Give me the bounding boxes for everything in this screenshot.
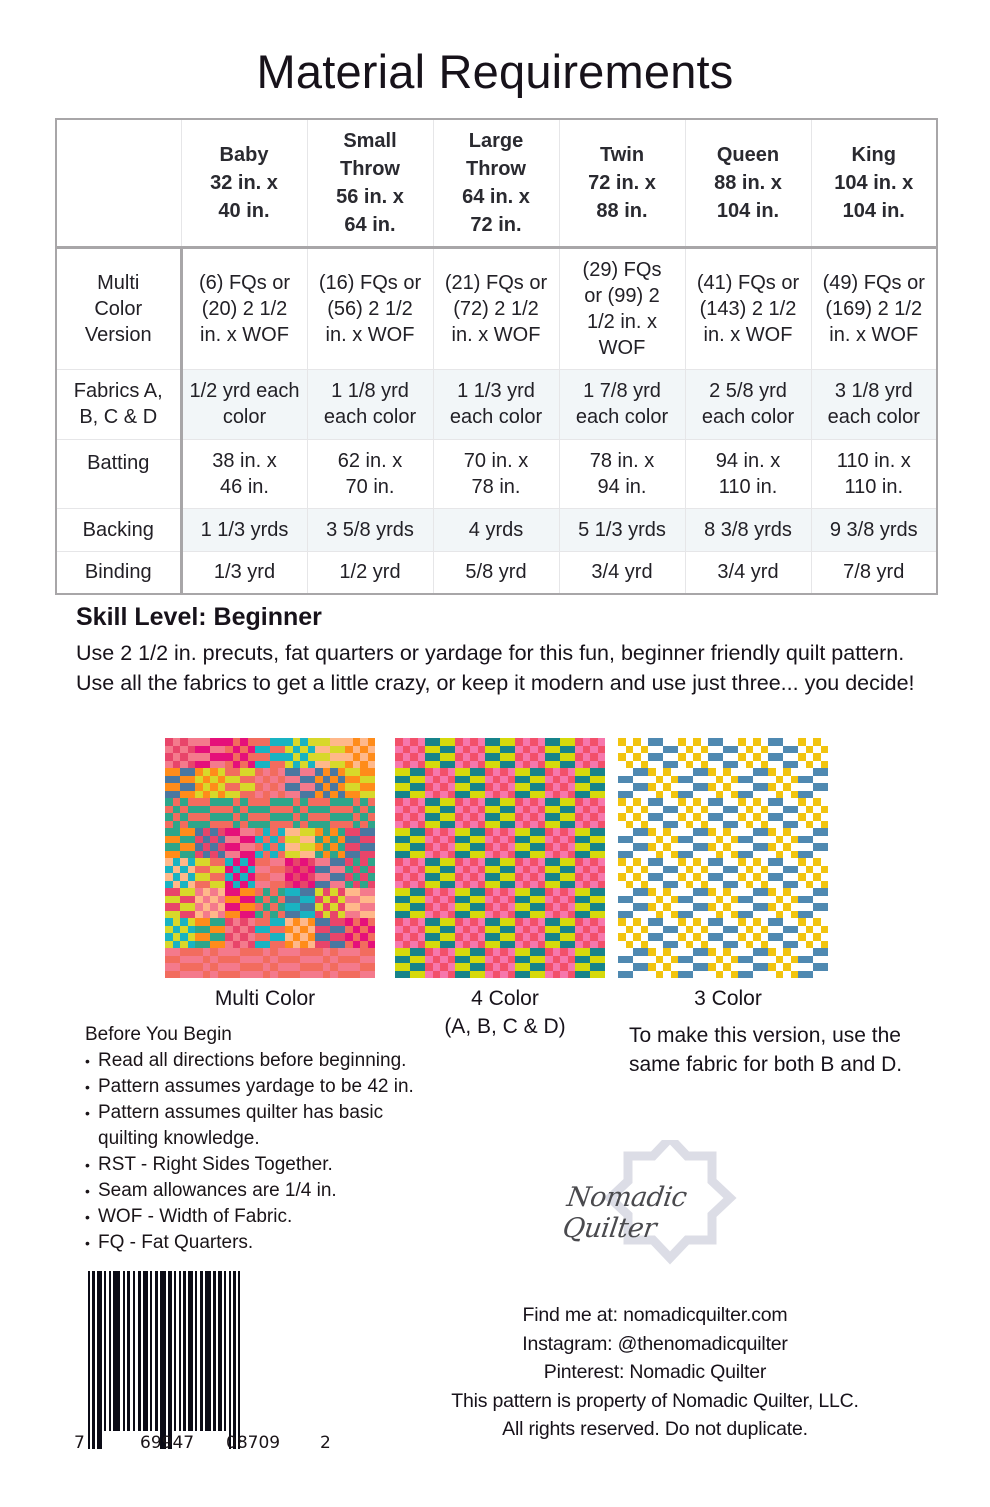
checker-block [425, 888, 455, 918]
checker-block [678, 858, 708, 888]
rail-block [678, 768, 708, 798]
checker-block [678, 738, 708, 768]
table-row-multi-color [56, 247, 937, 369]
skill-description: Use 2 1/2 in. precuts, fat quarters or yardage for this fun, beginner friendly quilt pattern. Use all the fabrics to get a little crazy, or keep it modern and use just three... you decide! [76, 641, 915, 695]
checker-block [455, 918, 485, 948]
table-cell: 8 3/8 yrds [685, 508, 811, 551]
checker-block [425, 828, 455, 858]
rail-block [575, 948, 605, 978]
checker-block [255, 948, 285, 978]
rail-block [255, 918, 285, 948]
rail-block [315, 738, 345, 768]
table-cell: (41) FQs or (143) 2 1/2 in. x WOF [685, 247, 811, 369]
checker-block [395, 918, 425, 948]
rail-block [618, 768, 648, 798]
checker-block [315, 888, 345, 918]
row-label: Batting [56, 439, 181, 508]
checker-block [285, 858, 315, 888]
checker-block [798, 858, 828, 888]
three-color-caption: 3 Color [694, 987, 762, 1010]
table-cell: 7/8 yrd [811, 551, 937, 594]
checker-block [768, 768, 798, 798]
rail-block [255, 858, 285, 888]
checker-block [575, 918, 605, 948]
rail-block [798, 768, 828, 798]
checker-block [255, 888, 285, 918]
checker-block [678, 918, 708, 948]
rail-block [345, 948, 375, 978]
rail-block [708, 738, 738, 768]
rail-block [315, 858, 345, 888]
rail-block [738, 828, 768, 858]
table-row-binding [56, 551, 937, 594]
checker-block [648, 948, 678, 978]
table-cell: 1/2 yrd each color [181, 369, 307, 439]
rail-block [485, 918, 515, 948]
checker-block [618, 738, 648, 768]
checker-block [485, 828, 515, 858]
pinterest-line: Pinterest: Nomadic Quilter [543, 1361, 767, 1383]
rail-block [648, 798, 678, 828]
before-you-begin-title: Before You Begin [85, 1024, 232, 1045]
rail-block [345, 888, 375, 918]
checker-block [738, 858, 768, 888]
checker-block [455, 798, 485, 828]
barcode-digit: 08709 [226, 1433, 281, 1453]
col-header-twin: Twin 72 in. x 88 in. [559, 119, 685, 247]
list-item: • FQ - Fat Quarters. [85, 1230, 545, 1256]
checker-block [195, 768, 225, 798]
rail-block [708, 918, 738, 948]
col-header-small-throw: Small Throw 56 in. x 64 in. [307, 119, 433, 247]
before-you-begin-list [85, 1048, 545, 1256]
barcode-digit: 2 [320, 1433, 331, 1453]
rail-block [195, 918, 225, 948]
row-label: Multi Color Version [56, 247, 181, 369]
rail-block [425, 918, 455, 948]
checker-block [225, 738, 255, 768]
table-cell: 94 in. x 110 in. [685, 439, 811, 508]
table-row-backing [56, 508, 937, 551]
skill-level-heading: Skill Level: Beginner [76, 603, 322, 631]
table-cell: 3/4 yrd [685, 551, 811, 594]
rail-block [165, 768, 195, 798]
table-cell: (6) FQs or (20) 2 1/2 in. x WOF [181, 247, 307, 369]
table-cell: (16) FQs or (56) 2 1/2 in. x WOF [307, 247, 433, 369]
rail-block [545, 918, 575, 948]
rail-block [575, 768, 605, 798]
checker-block [225, 918, 255, 948]
copyright-line: This pattern is property of Nomadic Quilter, LLC. [451, 1389, 859, 1412]
checker-block [515, 918, 545, 948]
rail-block [255, 798, 285, 828]
checker-block [708, 888, 738, 918]
checker-block [485, 768, 515, 798]
rail-block [195, 858, 225, 888]
rail-block [648, 858, 678, 888]
table-cell: 62 in. x 70 in. [307, 439, 433, 508]
checker-block [515, 798, 545, 828]
barcode-bar [238, 1271, 240, 1449]
rail-block [455, 768, 485, 798]
table-cell: 110 in. x 110 in. [811, 439, 937, 508]
table-cell: 70 in. x 78 in. [433, 439, 559, 508]
rail-block [315, 798, 345, 828]
checker-block [345, 918, 375, 948]
table-cell: 1/2 yrd [307, 551, 433, 594]
table-cell: 2 5/8 yrd each color [685, 369, 811, 439]
table-cell: 5 1/3 yrds [559, 508, 685, 551]
rail-block [768, 738, 798, 768]
rail-block [515, 768, 545, 798]
rights-line: All rights reserved. Do not duplicate. [502, 1418, 808, 1440]
checker-block [738, 738, 768, 768]
barcode-bar [113, 1271, 120, 1431]
col-header-baby: Baby 32 in. x 40 in. [181, 119, 307, 247]
rail-block [738, 948, 768, 978]
rail-block [225, 828, 255, 858]
checker-block [195, 888, 225, 918]
checker-block [648, 828, 678, 858]
table-row-batting [56, 439, 937, 508]
rail-block [225, 768, 255, 798]
table-cell: 1 1/3 yrds [181, 508, 307, 551]
checker-block [618, 798, 648, 828]
table-cell: 3/4 yrd [559, 551, 685, 594]
corner-cell [56, 119, 181, 247]
table-cell: 9 3/8 yrds [811, 508, 937, 551]
checker-block [575, 858, 605, 888]
rail-block [678, 828, 708, 858]
instagram-line: Instagram: @thenomadicquilter [522, 1332, 788, 1355]
rail-block [485, 738, 515, 768]
four-color-caption: 4 Color (A, B, C & D) [444, 987, 566, 1038]
rail-block [395, 948, 425, 978]
table-cell: 1 1/8 yrd each color [307, 369, 433, 439]
three-color-note: To make this version, use the same fabric for both B and D. [629, 1024, 903, 1076]
checker-block [738, 798, 768, 828]
checker-block [575, 798, 605, 828]
rail-block [225, 948, 255, 978]
checker-block [315, 768, 345, 798]
rail-block [285, 828, 315, 858]
rail-block [255, 738, 285, 768]
rail-block [395, 828, 425, 858]
rail-block [545, 798, 575, 828]
checker-block [455, 738, 485, 768]
rail-block [648, 738, 678, 768]
rail-block [738, 888, 768, 918]
checker-block [225, 798, 255, 828]
checker-block [575, 738, 605, 768]
material-requirements-table [55, 118, 938, 595]
checker-block [515, 738, 545, 768]
rail-block [485, 858, 515, 888]
checker-block [285, 738, 315, 768]
checker-block [798, 918, 828, 948]
col-header-king: King 104 in. x 104 in. [811, 119, 937, 247]
row-label: Backing [56, 508, 181, 551]
multi-color-caption: Multi Color [214, 987, 316, 1010]
checker-block [165, 738, 195, 768]
rail-block [798, 948, 828, 978]
checker-block [285, 918, 315, 948]
checker-block [255, 768, 285, 798]
rail-block [515, 948, 545, 978]
rail-block [708, 858, 738, 888]
checker-block [225, 858, 255, 888]
rail-block [195, 798, 225, 828]
rail-block [768, 918, 798, 948]
rail-block [545, 738, 575, 768]
rail-block [575, 828, 605, 858]
checker-block [345, 858, 375, 888]
barcode-bars [88, 1271, 313, 1449]
checker-block [315, 948, 345, 978]
three-color-quilt-image [618, 738, 828, 978]
table-header-row [56, 119, 937, 247]
checker-block [285, 798, 315, 828]
checker-block [255, 828, 285, 858]
checker-block [455, 858, 485, 888]
barcode-digit: 7 [74, 1433, 85, 1453]
checker-block [425, 768, 455, 798]
rail-block [515, 828, 545, 858]
checker-block [165, 858, 195, 888]
rail-block [485, 798, 515, 828]
rail-block [575, 888, 605, 918]
list-item: • Seam allowances are 1/4 in. [85, 1178, 545, 1204]
rail-block [285, 888, 315, 918]
rail-block [515, 888, 545, 918]
checker-block [485, 888, 515, 918]
rail-block [195, 738, 225, 768]
list-item: • Pattern assumes yardage to be 42 in. [85, 1074, 545, 1100]
list-item: • Read all directions before beginning. [85, 1048, 545, 1074]
table-cell: 78 in. x 94 in. [559, 439, 685, 508]
checker-block [195, 948, 225, 978]
checker-block [648, 888, 678, 918]
checker-block [425, 948, 455, 978]
checker-block [768, 828, 798, 858]
rail-block [738, 768, 768, 798]
rail-block [285, 768, 315, 798]
rail-block [425, 858, 455, 888]
checker-block [738, 918, 768, 948]
checker-block [768, 948, 798, 978]
table-cell: (29) FQs or (99) 2 1/2 in. x WOF [559, 247, 685, 369]
col-header-queen: Queen 88 in. x 104 in. [685, 119, 811, 247]
rail-block [425, 738, 455, 768]
upc-barcode [74, 1271, 331, 1456]
row-label: Fabrics A, B, C & D [56, 369, 181, 439]
rail-block [678, 948, 708, 978]
rail-block [455, 828, 485, 858]
checker-block [678, 798, 708, 828]
rail-block [798, 828, 828, 858]
table-cell: 1 7/8 yrd each color [559, 369, 685, 439]
rail-block [618, 948, 648, 978]
table-cell: 3 5/8 yrds [307, 508, 433, 551]
rail-block [455, 888, 485, 918]
checker-block [395, 798, 425, 828]
checker-block [395, 858, 425, 888]
checker-block [345, 798, 375, 828]
checker-block [195, 828, 225, 858]
rail-block [798, 888, 828, 918]
checker-block [395, 738, 425, 768]
page-title: Material Requirements [256, 45, 734, 98]
rail-block [345, 768, 375, 798]
row-label: Binding [56, 551, 181, 594]
checker-block [545, 768, 575, 798]
list-item: • RST - Right Sides Together. [85, 1152, 545, 1178]
contact-info [420, 1301, 890, 1444]
rail-block [165, 888, 195, 918]
before-you-begin [85, 1022, 545, 1256]
table-row-fabrics [56, 369, 937, 439]
checker-block [648, 768, 678, 798]
checker-block [708, 768, 738, 798]
checker-block [345, 738, 375, 768]
rail-block [545, 858, 575, 888]
rail-block [225, 888, 255, 918]
nomadic-quilter-logo [545, 1140, 785, 1270]
checker-block [798, 738, 828, 768]
four-color-quilt-image [395, 738, 605, 978]
rail-block [618, 888, 648, 918]
checker-block [618, 858, 648, 888]
rail-block [708, 798, 738, 828]
table-cell: (49) FQs or (169) 2 1/2 in. x WOF [811, 247, 937, 369]
checker-block [768, 888, 798, 918]
rail-block [395, 768, 425, 798]
list-item: • WOF - Width of Fabric. [85, 1204, 545, 1230]
table-cell: 1/3 yrd [181, 551, 307, 594]
rail-block [678, 888, 708, 918]
rail-block [455, 948, 485, 978]
checker-block [708, 948, 738, 978]
checker-block [545, 828, 575, 858]
list-item: • Pattern assumes quilter has basic quilting knowledge. [85, 1100, 445, 1152]
rail-block [395, 888, 425, 918]
rail-block [768, 858, 798, 888]
rail-block [315, 918, 345, 948]
rail-block [768, 798, 798, 828]
website-line: Find me at: nomadicquilter.com [522, 1304, 788, 1326]
rail-block [165, 828, 195, 858]
rail-block [285, 948, 315, 978]
checker-block [798, 798, 828, 828]
rail-block [425, 798, 455, 828]
table-cell: 38 in. x 46 in. [181, 439, 307, 508]
checker-block [708, 828, 738, 858]
checker-block [515, 858, 545, 888]
checker-block [545, 948, 575, 978]
rail-block [345, 828, 375, 858]
table-cell: 3 1/8 yrd each color [811, 369, 937, 439]
checker-block [315, 828, 345, 858]
table-cell: 5/8 yrd [433, 551, 559, 594]
barcode-digit: 69947 [140, 1433, 195, 1453]
checker-block [165, 918, 195, 948]
rail-block [165, 948, 195, 978]
table-cell: (21) FQs or (72) 2 1/2 in. x WOF [433, 247, 559, 369]
table-cell: 1 1/3 yrd each color [433, 369, 559, 439]
checker-block [485, 948, 515, 978]
checker-block [618, 918, 648, 948]
logo-wordmark: Nomadic Quilter [560, 1182, 689, 1244]
rail-block [618, 828, 648, 858]
table-cell: 4 yrds [433, 508, 559, 551]
checker-block [165, 798, 195, 828]
multi-color-quilt-image [165, 738, 375, 978]
rail-block [648, 918, 678, 948]
col-header-large-throw: Large Throw 64 in. x 72 in. [433, 119, 559, 247]
checker-block [545, 888, 575, 918]
